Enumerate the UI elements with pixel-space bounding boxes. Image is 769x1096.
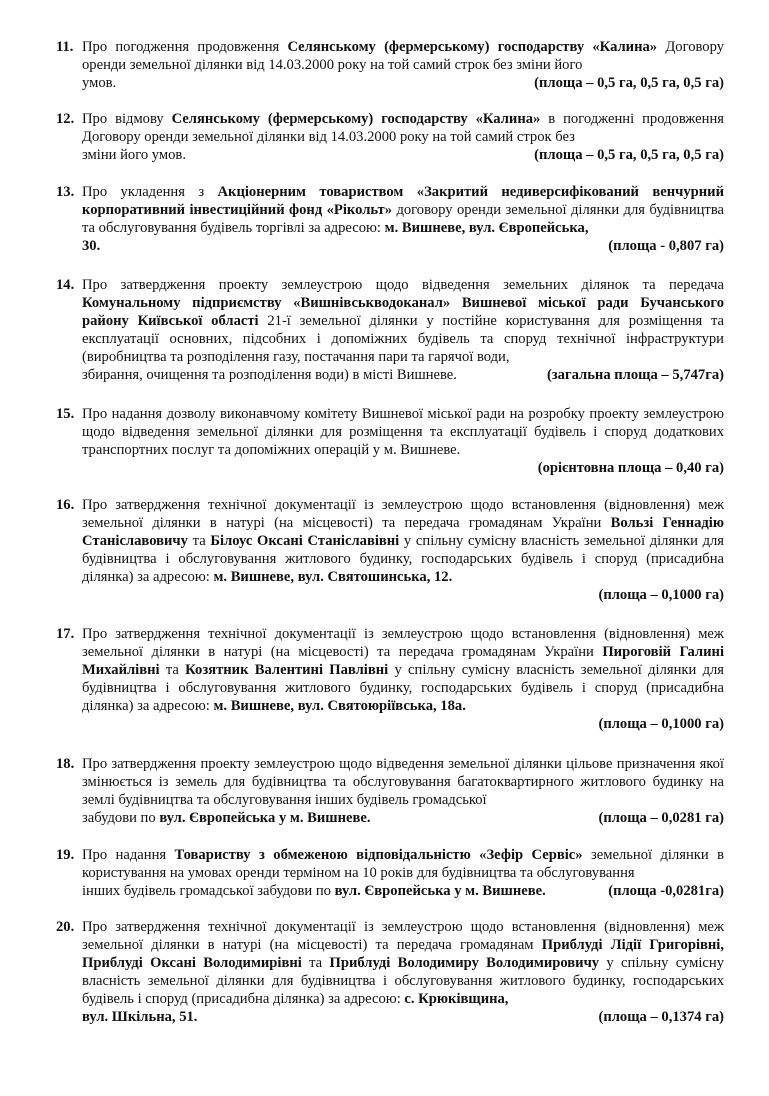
agenda-item-16 (56, 496, 724, 604)
item-area: (орієнтовна площа – 0,40 га) (537, 460, 724, 476)
item-number: 19. (56, 847, 75, 863)
item-text: Про затвердження технічної документації із землеустрою щодо встановлення (відновлення) меж земельної ділянки в натурі (на місцевості) та передача громадянам Приблуді Лідії Григорівні, Приблуді Оксані Володимирівні та Приблуді Володимиру Володимировичу у спільну сумісну власність земельної ділянки для будівництва і обслуговування житлового будинку, господарських будівель і споруд (присадибна ділянка) за адресою: с. Крюківщина, вул. Шкільна, 51. (площа – 0,1374 га) (82, 919, 724, 1025)
item-number: 17. (56, 626, 75, 642)
item-number: 11. (56, 39, 74, 55)
item-number: 15. (56, 406, 75, 422)
item-number: 20. (56, 919, 75, 935)
item-area: (площа – 0,0281 га) (598, 810, 724, 826)
item-area: (площа - 0,807 га) (608, 238, 724, 254)
agenda-item-18 (56, 755, 724, 827)
item-text: Про надання Товариству з обмеженою відповідальністю «Зефір Сервіс» земельної ділянки в користування на умовах оренди терміном на 10 років для будівництва та обслуговування інших будівель громадської забудови по вул. Європейська у м. Вишневе. (площа -0,0281га) (82, 847, 725, 899)
item-text: Про погодження продовження Селянському (фермерському) господарству «Калина» Договору оренди земельної ділянки від 14.03.2000 року на той самий строк без зміни його умов. (площа – 0,5 га, 0,5 га, 0,5 га) (82, 39, 724, 91)
item-area: (площа – 0,1000 га) (598, 587, 724, 603)
agenda-item-13 (56, 183, 724, 255)
item-number: 12. (56, 111, 75, 127)
item-text: Про надання дозволу виконавчому комітету Вишневої міської ради на розробку проекту землеустрою щодо відведення земельної ділянки для розміщення та експлуатації будівель і споруд додаткових транспортних послуг та допоміжних операцій у м. Вишневе. (орієнтовна площа – 0,40 га) (82, 406, 724, 476)
item-text: Про затвердження проекту землеустрою щодо відведення земельних ділянок та передача Комунальному підприємству «Вишнівськводоканал» Вишневої міської ради Бучанського району Київської області 21-ї земельної ділянки у постійне користування для розміщення та експлуатації основних, підсобних і допоміжних будівель та споруд технічної інфраструктури (виробництва та розподілення газу, постачання пари та гарячої води, збирання, очищення та розподілення води) в місті Вишневе. (загальна площа – 5,747га) (82, 277, 724, 383)
agenda-item-15 (56, 405, 724, 477)
agenda-item-20 (56, 918, 724, 1026)
item-text: Про відмову Селянському (фермерському) господарству «Калина» в погодженні продовження Договору оренди земельної ділянки від 14.03.2000 року на той самий строк без зміни його умов. (площа – 0,5 га, 0,5 га, 0,5 га) (82, 111, 724, 163)
agenda-item-17 (56, 625, 724, 733)
item-area: (площа – 0,5 га, 0,5 га, 0,5 га) (534, 147, 724, 163)
item-area: (площа – 0,5 га, 0,5 га, 0,5 га) (534, 75, 724, 91)
item-text: Про затвердження технічної документації із землеустрою щодо встановлення (відновлення) меж земельної ділянки в натурі (на місцевості) та передача громадянам України Вользі Геннадію Станіславовичу та Білоус Оксані Станіславівні у спільну сумісну власність земельної ділянки для будівництва і обслуговування житлового будинку, господарських будівель і споруд (присадибна ділянка) за адресою: м. Вишневе, вул. Святошинська, 12. (площа – 0,1000 га) (82, 497, 724, 603)
agenda-item-14 (56, 276, 724, 384)
item-area: (площа -0,0281га) (608, 883, 724, 899)
item-area: (загальна площа – 5,747га) (546, 367, 724, 383)
item-area: (площа – 0,1000 га) (598, 716, 724, 732)
item-text: Про укладення з Акціонерним товариством «Закритий недиверсифікований венчурний корпоративний інвестиційний фонд «Рікольт» договору оренди земельної ділянки для будівництва та обслуговування будівель торгівлі за адресою: м. Вишневе, вул. Європейська, 30. (площа - 0,807 га) (82, 184, 724, 254)
agenda-item-12 (56, 110, 724, 164)
item-number: 13. (56, 184, 75, 200)
item-text: Про затвердження проекту землеустрою щодо відведення земельної ділянки цільове призначення якої змінюється із земель для будівництва та обслуговування багатоквартирного житлового будинку на землі будівництва та обслуговування інших будівель громадської забудови по вул. Європейська у м. Вишневе. (площа – 0,0281 га) (82, 756, 724, 826)
agenda-item-11 (56, 38, 724, 92)
item-text: Про затвердження технічної документації із землеустрою щодо встановлення (відновлення) меж земельної ділянки в натурі (на місцевості) та передача громадянам України Пироговій Галині Михайлівні та Козятник Валентині Павлівні у спільну сумісну власність земельної ділянки для будівництва і обслуговування житлового будинку, господарських будівель і споруд (присадибна ділянка) за адресою: м. Вишневе, вул. Святоюріївська, 18а. (площа – 0,1000 га) (82, 626, 724, 732)
item-number: 18. (56, 756, 75, 772)
item-number: 16. (56, 497, 75, 513)
item-area: (площа – 0,1374 га) (598, 1009, 724, 1025)
item-number: 14. (56, 277, 75, 293)
agenda-item-19 (56, 846, 724, 900)
